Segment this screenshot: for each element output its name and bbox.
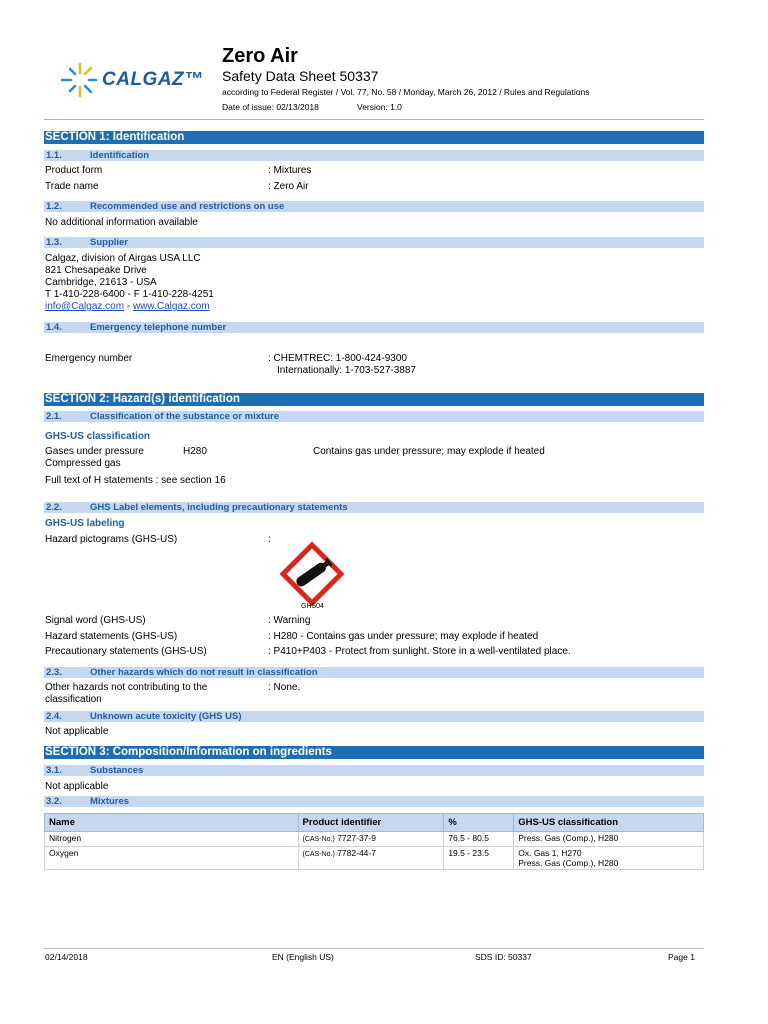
ingredient-name: Nitrogen [45, 832, 299, 847]
footer-sds-id: SDS ID: 50337 [475, 952, 532, 962]
cas-number: 7782-44-7 [337, 848, 376, 858]
subsection-3-1 [44, 765, 704, 776]
email-link[interactable]: info@Calgaz.com [45, 301, 125, 312]
product-form-value: : Mixtures [268, 165, 312, 176]
pictograms-label: Hazard pictograms (GHS-US) [45, 534, 178, 545]
subsection-label: Substances [90, 765, 144, 776]
gas-cylinder-pictogram-icon [280, 542, 344, 606]
subsection-number: 2.1. [46, 411, 62, 422]
table-row [45, 847, 704, 870]
cas-number: 7727-37-9 [337, 833, 376, 843]
ghs-class-line: Press. Gas (Comp.), H280 [518, 833, 619, 843]
other-hazards-label: Other hazards not contributing to the [45, 682, 208, 693]
subsection-1-4 [44, 322, 704, 333]
cas-prefix: (CAS-No.) [302, 836, 335, 843]
regulation-line: according to Federal Register / Vol. 77, No. 58 / Monday, March 26, 2012 / Rules and Regulations [222, 87, 590, 97]
ghs-classification [514, 847, 704, 870]
section-3-header: SECTION 3: Composition/Information on ingredients [44, 746, 704, 759]
supplier-line: T 1-410-228-6400 - F 1-410-228-4251 [45, 289, 214, 300]
table-row [45, 832, 704, 847]
footer-date: 02/14/2018 [45, 952, 88, 962]
header-divider [44, 119, 704, 120]
classification-code: H280 [183, 446, 207, 457]
website-link[interactable]: www.Calgaz.com [132, 301, 210, 312]
other-hazards-label-cont: classification [45, 694, 102, 705]
table-header-row [45, 814, 704, 832]
calgaz-logo [58, 58, 208, 98]
subsection-label: Mixtures [90, 796, 130, 807]
emergency-number-label: Emergency number [45, 353, 133, 364]
section-1-header: SECTION 1: Identification [44, 131, 704, 144]
subsection-1-1 [44, 150, 704, 161]
subsection-number: 3.1. [46, 765, 62, 776]
percentage: 19.5 - 23.5 [444, 847, 514, 870]
column-header: Name [45, 814, 299, 832]
subsection-1-2 [44, 201, 704, 212]
ghs-class-line: Press. Gas (Comp.), H280 [518, 858, 619, 868]
column-header: Product identifier [298, 814, 444, 832]
signal-word-value: : Warning [268, 615, 311, 626]
subsection-number: 1.3. [46, 237, 62, 248]
document-title: Zero Air [222, 45, 298, 67]
emergency-number-value: : CHEMTREC: 1-800-424-9300 [268, 353, 407, 364]
classification-subtype: Compressed gas [45, 458, 121, 469]
hazard-statements-label: Hazard statements (GHS-US) [45, 631, 178, 642]
version: Version: 1.0 [357, 102, 402, 112]
classification-name: Gases under pressure [45, 446, 144, 457]
subsection-number: 1.4. [46, 322, 62, 333]
subsection-label: Identification [90, 150, 150, 161]
emergency-international: Internationally: 1-703-527-3887 [277, 365, 416, 376]
ghs-classification-heading: GHS-US classification [45, 431, 151, 442]
section-2-header: SECTION 2: Hazard(s) identification [44, 393, 704, 406]
product-identifier [298, 847, 444, 870]
trade-name-label: Trade name [45, 181, 99, 192]
hazard-statements-value: : H280 - Contains gas under pressure; may explode if heated [268, 631, 539, 642]
subsection-2-4 [44, 711, 704, 722]
product-identifier [298, 832, 444, 847]
subsection-label: Supplier [90, 237, 129, 248]
subsection-label: Other hazards which do not result in classification [90, 667, 318, 678]
supplier-line: Cambridge, 21613 - USA [45, 277, 157, 288]
logo-text: CALGAZ™ [102, 69, 204, 90]
column-header: % [444, 814, 514, 832]
classification-description: Contains gas under pressure; may explode if heated [313, 446, 545, 457]
ghs-classification [514, 832, 704, 847]
footer-language: EN (English US) [272, 952, 334, 962]
date-of-issue: Date of issue: 02/13/2018 [222, 102, 319, 112]
subsection-label: GHS Label elements, including precautionary statements [90, 502, 348, 513]
ingredient-name: Oxygen [45, 847, 299, 870]
full-text-note: Full text of H statements : see section 16 [45, 475, 226, 486]
supplier-line: 821 Chesapeake Drive [45, 265, 147, 276]
pictograms-colon: : [268, 534, 271, 545]
subsection-2-2 [44, 502, 704, 513]
document-subtitle: Safety Data Sheet 50337 [222, 68, 379, 84]
acute-toxicity-value: Not applicable [45, 726, 109, 737]
product-form-label: Product form [45, 165, 103, 176]
no-additional-info: No additional information available [45, 217, 198, 228]
subsection-1-3 [44, 237, 704, 248]
cas-prefix: (CAS-No.) [302, 851, 335, 858]
subsection-label: Unknown acute toxicity (GHS US) [90, 711, 242, 722]
subsection-label: Classification of the substance or mixture [90, 411, 279, 422]
footer-divider [44, 948, 704, 949]
subsection-number: 2.4. [46, 711, 62, 722]
separator: - [124, 301, 133, 312]
supplier-line: Calgaz, division of Airgas USA LLC [45, 253, 201, 264]
trade-name-value: : Zero Air [268, 181, 309, 192]
subsection-2-1 [44, 411, 704, 422]
precautionary-statements-value: : P410+P403 - Protect from sunlight. Store in a well-ventilated place. [268, 646, 571, 657]
starburst-icon [58, 60, 98, 100]
ghs-class-line: Ox. Gas 1, H270 [518, 848, 582, 858]
footer-page: Page 1 [668, 952, 695, 962]
percentage: 76.5 - 80.5 [444, 832, 514, 847]
subsection-number: 1.1. [46, 150, 62, 161]
substances-value: Not applicable [45, 781, 109, 792]
column-header: GHS-US classification [514, 814, 704, 832]
subsection-number: 3.2. [46, 796, 62, 807]
ghs-labeling-heading: GHS-US labeling [45, 518, 125, 529]
subsection-3-2 [44, 796, 704, 807]
subsection-number: 2.3. [46, 667, 62, 678]
subsection-2-3 [44, 667, 704, 678]
subsection-number: 2.2. [46, 502, 62, 513]
precautionary-statements-label: Precautionary statements (GHS-US) [45, 646, 207, 657]
signal-word-label: Signal word (GHS-US) [45, 615, 146, 626]
other-hazards-value: : None. [268, 682, 301, 693]
mixtures-table [44, 813, 704, 870]
subsection-label: Emergency telephone number [90, 322, 227, 333]
subsection-number: 1.2. [46, 201, 62, 212]
pictogram-code: GHS04 [301, 603, 324, 610]
subsection-label: Recommended use and restrictions on use [90, 201, 285, 212]
supplier-contacts [45, 301, 210, 313]
